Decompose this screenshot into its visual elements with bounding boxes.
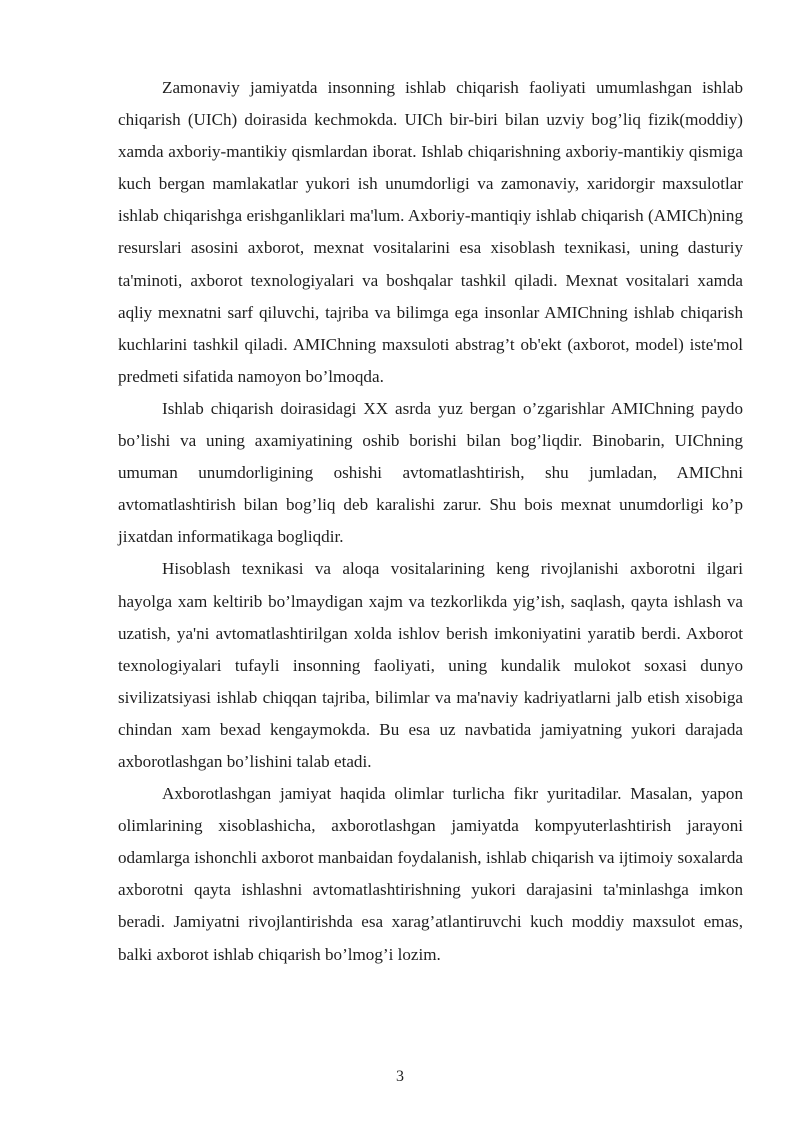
paragraph-4: Axborotlashgan jamiyat haqida olimlar turlicha fikr yuritadilar. Masalan, yapon olimlarining xisoblashicha, axborotlashgan jamiyatda kompyuterlashtirish jarayoni odamlarga ishonchli axborot manbaidan foydalanish, ishlab chiqarish va ijtimoiy soxalarda axborotni qayta ishlashni avtomatlashtirishning yukori darajasini ta'minlashga imkon beradi. Jamiyatni rivojlantirishda esa xarag’atlantiruvchi kuch moddiy maxsulot emas, balki axborot ishlab chiqarish bo’lmog’i lozim. xyxy=(118,784,743,964)
paragraph-3: Hisoblash texnikasi va aloqa vositalarining keng rivojlanishi axborotni ilgari hayolga xam keltirib bo’lmaydigan xajm va tezkorlikda yig’ish, saqlash, qayta ishlash va uzatish, ya'ni avtomatlashtirilgan xolda ishlov berish imkoniyatini yaratib berdi. Axborot texnologiyalari tufayli insonning faoliyati, uning kundalik mulokot soxasi dunyo sivilizatsiyasi ishlab chiqqan tajriba, bilimlar va ma'naviy kadriyatlarni jalb etish xisobiga chindan xam bexad kengaymokda. Bu esa uz navbatida jamiyatning yukori darajada axborotlashgan bo’lishini talab etadi. xyxy=(118,559,743,771)
paragraph-2: Ishlab chiqarish doirasidagi XX asrda yuz bergan o’zgarishlar AMIChning paydo bo’lishi va uning axamiyatining oshib borishi bilan bog’liqdir. Binobarin, UIChning umuman unumdorligining oshishi avtomatlashtirish, shu jumladan, AMIChni avtomatlashtirish bilan bog’liq deb karalishi zarur. Shu bois mexnat unumdorligi ko’p jixatdan informatikaga bogliqdir. xyxy=(118,398,743,547)
paragraph-1: Zamonaviy jamiyatda insonning ishlab chiqarish faoliyati umumlashgan ishlab chiqarish (UICh) doirasida kechmokda. UICh bir-biri bilan uzviy bog’liq fizik(moddiy) xamda axboriy-mantikiy qismlardan iborat. Ishlab chiqarishning axboriy-mantikiy qismiga kuch bergan mamlakatlar yukori ish unumdorligi va zamonaviy, xaridorgir maxsulotlar ishlab chiqarishga erishganliklari ma'lum. Axboriy-mantiqiy ishlab chiqarish (AMICh)ning resurslari asosini axborot, mexnat vositalarini esa xisoblash texnikasi, uning dasturiy ta'minoti, axborot texnologiyalari va boshqalar tashkil qiladi. Mexnat vositalari xamda aqliy mexnatni sarf qiluvchi, tajriba va bilimga ega insonlar AMIChning ishlab chiqarish kuchlarini tashkil qiladi. AMIChning maxsuloti abstrag’t ob'ekt (axborot, model) iste'mol predmeti sifatida namoyon bo’lmoqda. xyxy=(118,78,743,386)
page-number: 3 xyxy=(396,1068,404,1085)
body-text xyxy=(118,72,743,971)
